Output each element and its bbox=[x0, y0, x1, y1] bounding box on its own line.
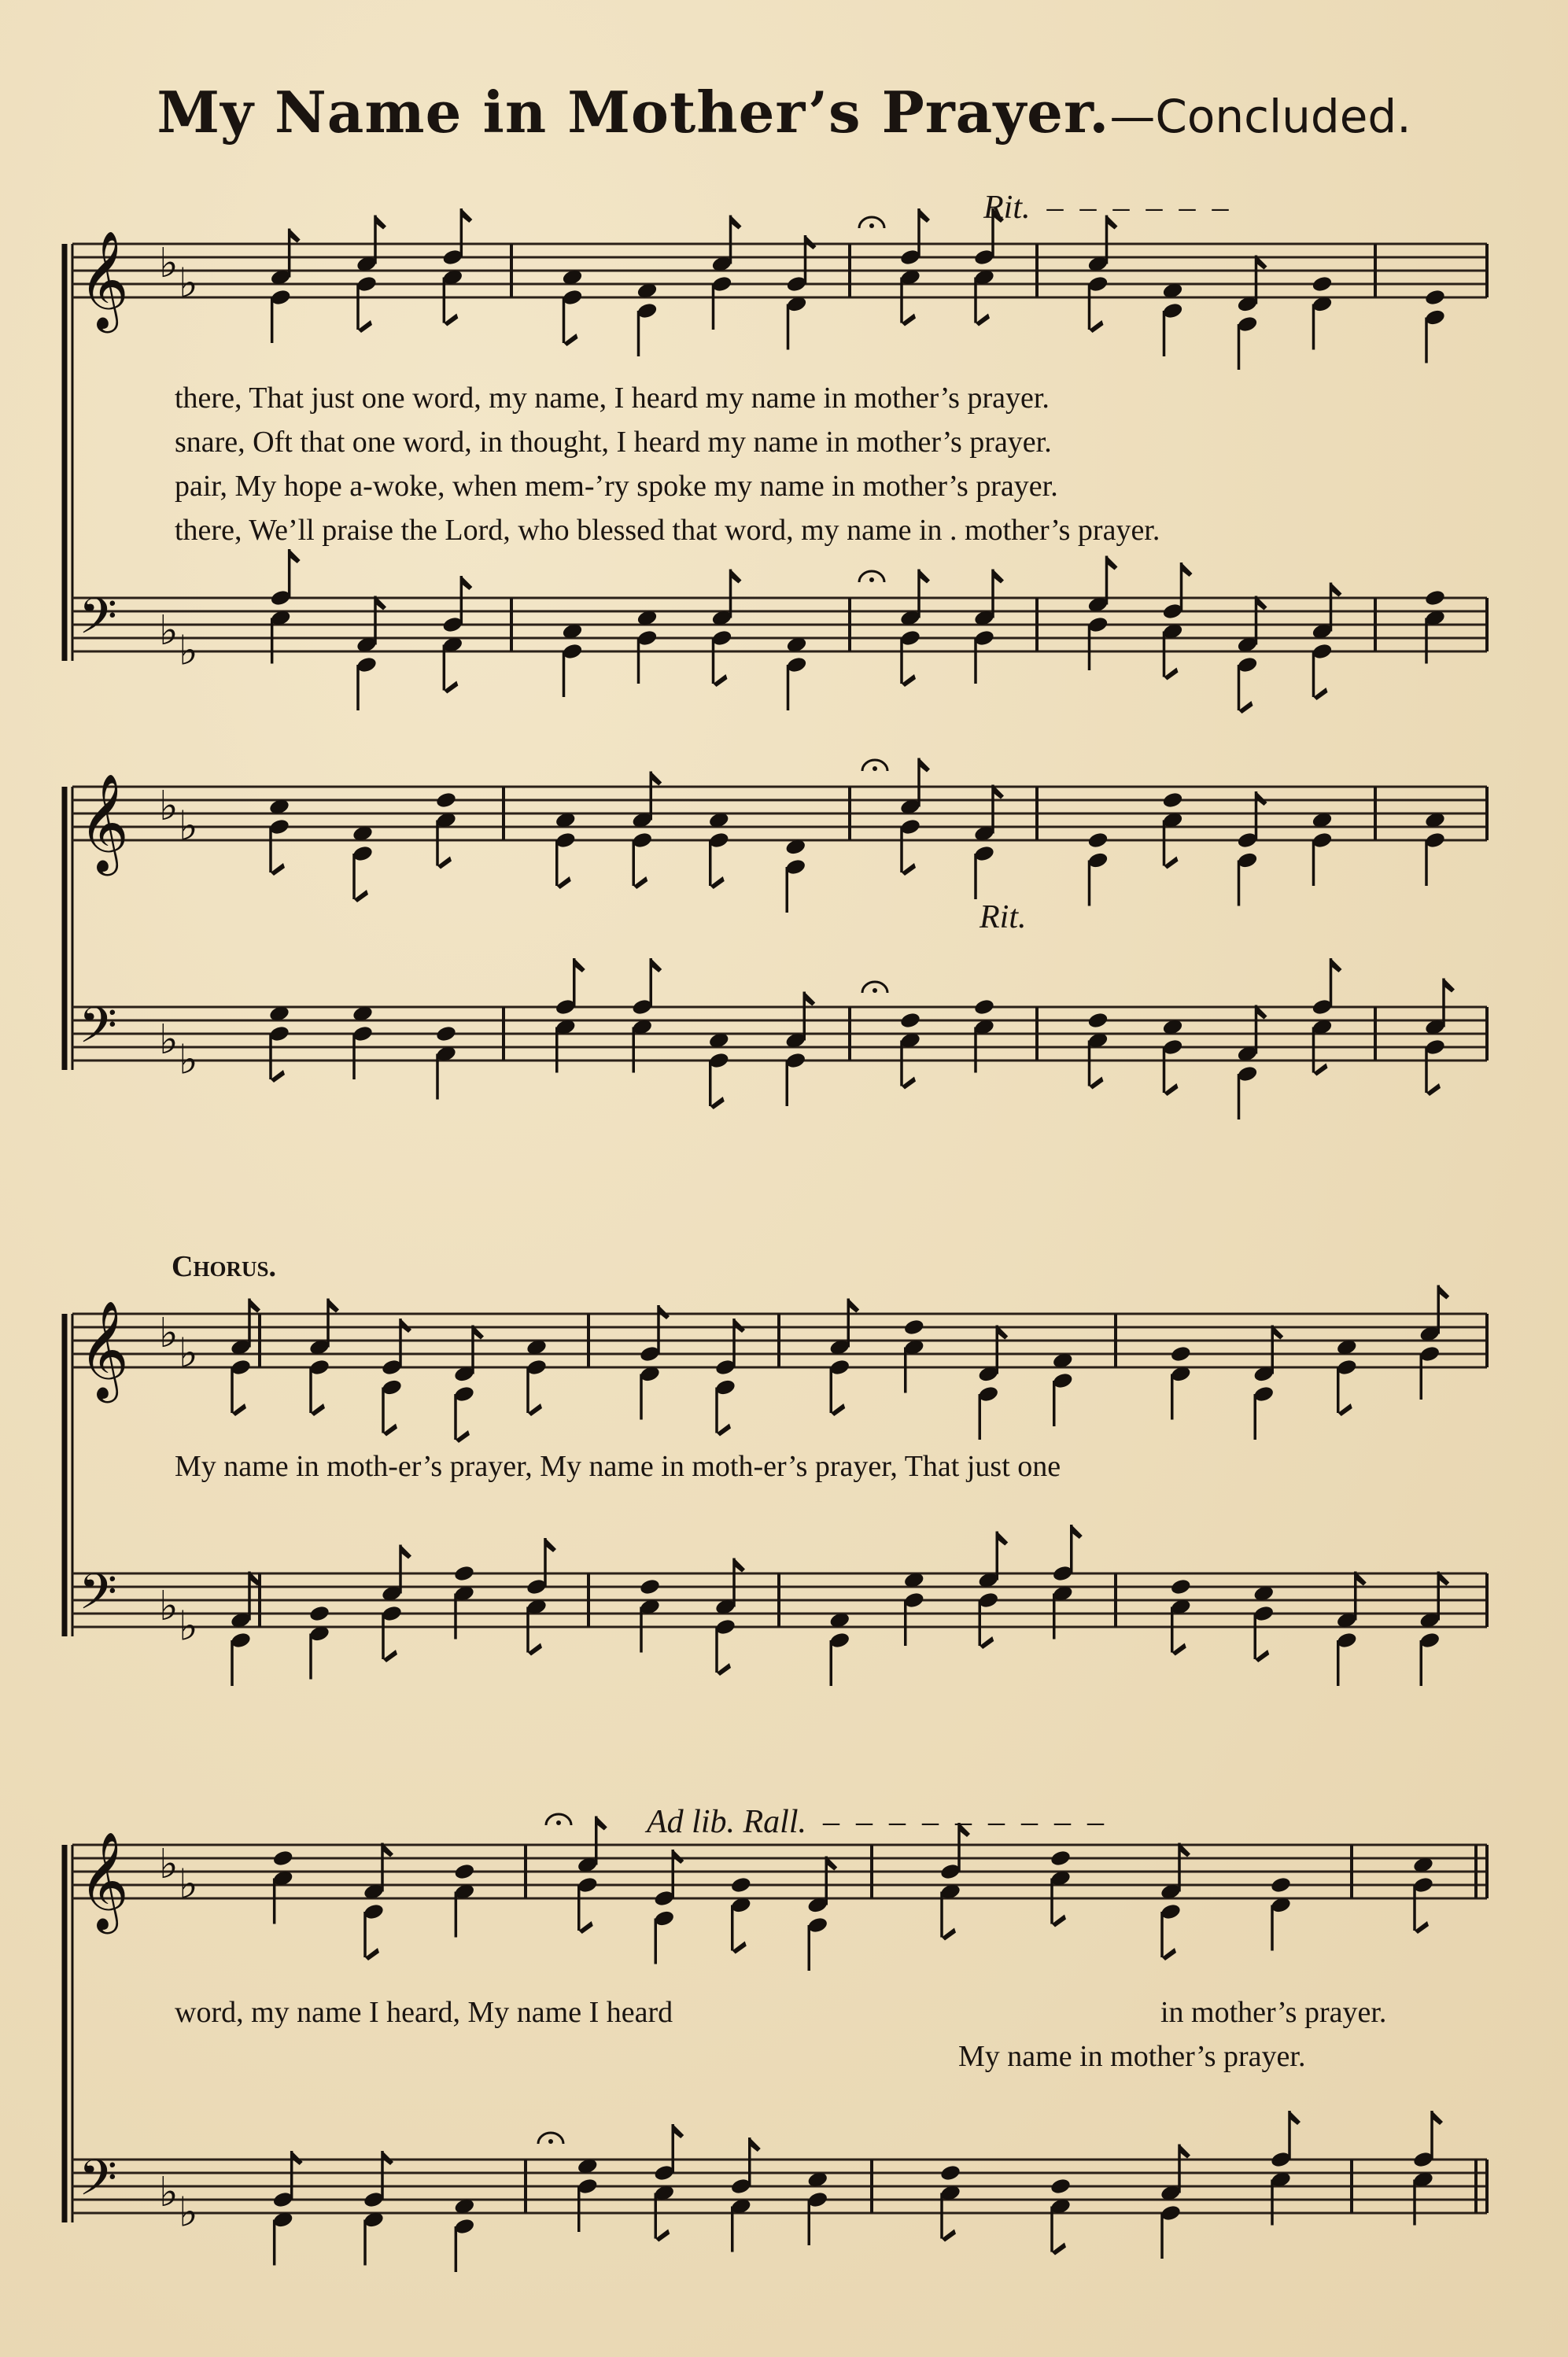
note-flag bbox=[358, 320, 372, 333]
note-flag bbox=[1331, 958, 1342, 972]
notehead bbox=[1424, 288, 1446, 306]
chorus-lyric-line-4: My name in mother’s prayer. bbox=[958, 2040, 1306, 2073]
chorus-lyric-line-3: in mother’s prayer. bbox=[1160, 1996, 1387, 2029]
notehead bbox=[453, 1564, 475, 1582]
notehead bbox=[730, 1876, 752, 1894]
note-flag bbox=[655, 2230, 670, 2242]
note-flag bbox=[902, 863, 916, 876]
note-flag bbox=[717, 1424, 731, 1437]
note-flag bbox=[1289, 2111, 1301, 2125]
rit-marking-1: Rit. – – – – – – bbox=[983, 190, 1229, 226]
note-flag bbox=[714, 674, 728, 687]
ad-lib-rall-marking: Ad lib. Rall. – – – – – – – – – bbox=[647, 1804, 1104, 1840]
note-flag bbox=[383, 1650, 397, 1662]
flat-icon: ♭ bbox=[179, 2189, 198, 2237]
note-flag bbox=[902, 314, 916, 326]
note-flag bbox=[400, 1319, 411, 1333]
note-flag bbox=[734, 1319, 745, 1333]
notehead bbox=[1170, 1344, 1192, 1363]
notehead bbox=[1311, 275, 1333, 293]
note-flag bbox=[574, 958, 585, 972]
note-flag bbox=[659, 1305, 670, 1319]
note-flag bbox=[831, 1404, 845, 1416]
note-flag bbox=[271, 1070, 285, 1083]
note-flag bbox=[1444, 979, 1455, 993]
note-flag bbox=[750, 2138, 761, 2152]
notehead bbox=[639, 1577, 661, 1595]
note-flag bbox=[651, 772, 662, 786]
note-flag bbox=[1052, 1915, 1066, 1927]
note-flag bbox=[579, 1921, 593, 1934]
note-flag bbox=[1338, 1404, 1352, 1416]
note-flag bbox=[328, 1299, 339, 1313]
fermata-dot bbox=[869, 577, 874, 582]
note-flag bbox=[1314, 688, 1328, 700]
note-flag bbox=[375, 216, 386, 230]
flat-icon: ♭ bbox=[179, 260, 198, 308]
note-flag bbox=[997, 1532, 1008, 1546]
notehead bbox=[1087, 1011, 1109, 1029]
fermata-dot bbox=[869, 223, 874, 228]
notehead bbox=[899, 1011, 921, 1029]
note-flag bbox=[919, 208, 930, 223]
note-flag bbox=[354, 890, 368, 902]
note-flag bbox=[1239, 701, 1253, 714]
treble-clef-icon: 𝄞 bbox=[79, 1300, 129, 1399]
note-flag bbox=[545, 1538, 556, 1552]
flat-icon: ♭ bbox=[179, 1330, 198, 1378]
song-title: My Name in Mother’s Prayer. bbox=[157, 79, 1110, 146]
note-flag bbox=[919, 570, 930, 584]
note-flag bbox=[993, 570, 1004, 584]
treble-clef-icon: 𝄞 bbox=[79, 231, 129, 329]
note-flag bbox=[383, 1424, 397, 1437]
note-flag bbox=[980, 1636, 994, 1649]
notehead bbox=[939, 2163, 961, 2182]
note-flag bbox=[528, 1404, 542, 1416]
notehead bbox=[1050, 2177, 1072, 2195]
notehead bbox=[1161, 791, 1183, 809]
note-flag bbox=[651, 958, 662, 972]
note-flag bbox=[1164, 1083, 1179, 1096]
note-flag bbox=[804, 992, 815, 1006]
note-flag bbox=[1438, 1285, 1449, 1300]
chorus-lyric-line-2: word, my name I heard, My name I heard bbox=[175, 1996, 673, 2029]
note-flag bbox=[902, 674, 916, 687]
flat-icon: ♭ bbox=[159, 607, 179, 655]
flat-icon: ♭ bbox=[159, 1310, 179, 1357]
note-flag bbox=[444, 681, 458, 694]
note-flag bbox=[633, 876, 647, 889]
note-flag bbox=[564, 334, 578, 346]
notehead bbox=[973, 998, 995, 1016]
notehead bbox=[453, 1862, 475, 1880]
note-flag bbox=[1432, 2111, 1443, 2125]
note-flag bbox=[1182, 563, 1193, 577]
fermata-dot bbox=[873, 766, 877, 771]
note-flag bbox=[902, 1077, 916, 1090]
note-flag bbox=[717, 1663, 731, 1676]
note-flag bbox=[1164, 857, 1179, 869]
fermata-dot bbox=[873, 988, 877, 993]
note-flag bbox=[1172, 1643, 1186, 1656]
note-flag bbox=[444, 314, 458, 326]
note-flag bbox=[710, 876, 725, 889]
note-flag bbox=[1052, 2243, 1066, 2256]
bass-clef-icon: 𝄢 bbox=[79, 996, 117, 1066]
note-flag bbox=[919, 758, 930, 773]
note-flag bbox=[673, 2124, 684, 2138]
treble-clef-icon: 𝄞 bbox=[79, 1831, 129, 1930]
note-flag bbox=[232, 1404, 246, 1416]
bass-clef-icon: 𝄢 bbox=[79, 587, 117, 657]
notehead bbox=[1270, 1876, 1292, 1894]
fermata-dot bbox=[548, 2139, 553, 2144]
flat-icon: ♭ bbox=[179, 802, 198, 850]
flat-icon: ♭ bbox=[159, 783, 179, 830]
note-flag bbox=[528, 1643, 542, 1656]
note-flag bbox=[292, 2151, 303, 2165]
note-flag bbox=[731, 570, 742, 584]
note-flag bbox=[557, 876, 571, 889]
note-flag bbox=[1314, 1064, 1328, 1076]
flat-icon: ♭ bbox=[159, 1583, 179, 1630]
note-flag bbox=[734, 1558, 745, 1573]
note-flag bbox=[806, 235, 817, 249]
notehead bbox=[272, 1849, 294, 1867]
flat-icon: ♭ bbox=[179, 627, 198, 675]
notehead bbox=[308, 1604, 330, 1622]
note-flag bbox=[673, 1850, 684, 1864]
note-flag bbox=[1179, 2145, 1190, 2159]
flat-icon: ♭ bbox=[159, 240, 179, 287]
note-flag bbox=[365, 1948, 379, 1960]
verse-lyric-line-2: snare, Oft that one word, in thought, I heard my name in mother’s prayer. bbox=[175, 426, 1052, 459]
note-flag bbox=[437, 857, 452, 869]
note-flag bbox=[249, 1299, 260, 1313]
note-flag bbox=[1256, 791, 1267, 806]
note-flag bbox=[311, 1404, 325, 1416]
notehead bbox=[1050, 1849, 1072, 1867]
flat-icon: ♭ bbox=[159, 1841, 179, 1888]
note-flag bbox=[596, 1817, 607, 1831]
note-flag bbox=[400, 1545, 411, 1559]
treble-clef-icon: 𝄞 bbox=[79, 773, 129, 872]
note-flag bbox=[456, 1430, 470, 1443]
flat-icon: ♭ bbox=[159, 2169, 179, 2216]
notehead bbox=[435, 791, 457, 809]
note-flag bbox=[1331, 583, 1342, 597]
note-flag bbox=[1107, 556, 1118, 570]
flat-icon: ♭ bbox=[179, 1603, 198, 1651]
notehead bbox=[903, 1318, 925, 1336]
note-flag bbox=[1164, 668, 1179, 681]
fermata-dot bbox=[556, 1820, 561, 1825]
note-flag bbox=[1255, 1650, 1269, 1662]
flat-icon: ♭ bbox=[179, 1036, 198, 1084]
note-flag bbox=[710, 1097, 725, 1109]
note-flag bbox=[382, 2151, 393, 2165]
note-flag bbox=[976, 314, 990, 326]
note-flag bbox=[461, 576, 472, 590]
note-flag bbox=[1415, 1921, 1429, 1934]
note-flag bbox=[848, 1299, 859, 1313]
note-flag bbox=[1090, 320, 1104, 333]
flat-icon: ♭ bbox=[159, 1016, 179, 1064]
bass-clef-icon: 𝄢 bbox=[79, 1562, 117, 1632]
flat-icon: ♭ bbox=[179, 1861, 198, 1909]
note-flag bbox=[942, 1928, 956, 1941]
note-flag bbox=[1162, 1948, 1176, 1960]
chorus-heading: Chorus. bbox=[172, 1250, 276, 1283]
note-flag bbox=[732, 1942, 747, 1954]
notehead bbox=[1424, 588, 1446, 607]
notehead bbox=[1170, 1577, 1192, 1595]
notehead bbox=[435, 1024, 457, 1042]
note-flag bbox=[1090, 1077, 1104, 1090]
verse-lyric-line-3: pair, My hope a-woke, when mem-’ry spoke my name in mother’s prayer. bbox=[175, 470, 1058, 503]
verse-lyric-line-4: there, We’ll praise the Lord, who blessed that word, my name in . mother’s prayer. bbox=[175, 514, 1160, 547]
note-flag bbox=[731, 216, 742, 230]
rit-marking-2: Rit. bbox=[980, 899, 1027, 935]
chorus-lyric-line-1: My name in moth-er’s prayer, My name in moth-er’s prayer, That just one bbox=[175, 1450, 1061, 1483]
note-flag bbox=[942, 2230, 956, 2242]
verse-lyric-line-1: there, That just one word, my name, I heard my name in mother’s prayer. bbox=[175, 382, 1050, 415]
song-subtitle: —Concluded. bbox=[1109, 90, 1411, 143]
note-flag bbox=[461, 208, 472, 223]
bass-clef-icon: 𝄢 bbox=[79, 2149, 117, 2219]
note-flag bbox=[290, 229, 301, 243]
note-flag bbox=[271, 863, 285, 876]
note-flag bbox=[1426, 1083, 1441, 1096]
notehead bbox=[1087, 831, 1109, 849]
note-flag bbox=[1072, 1525, 1083, 1539]
note-flag bbox=[290, 549, 301, 563]
